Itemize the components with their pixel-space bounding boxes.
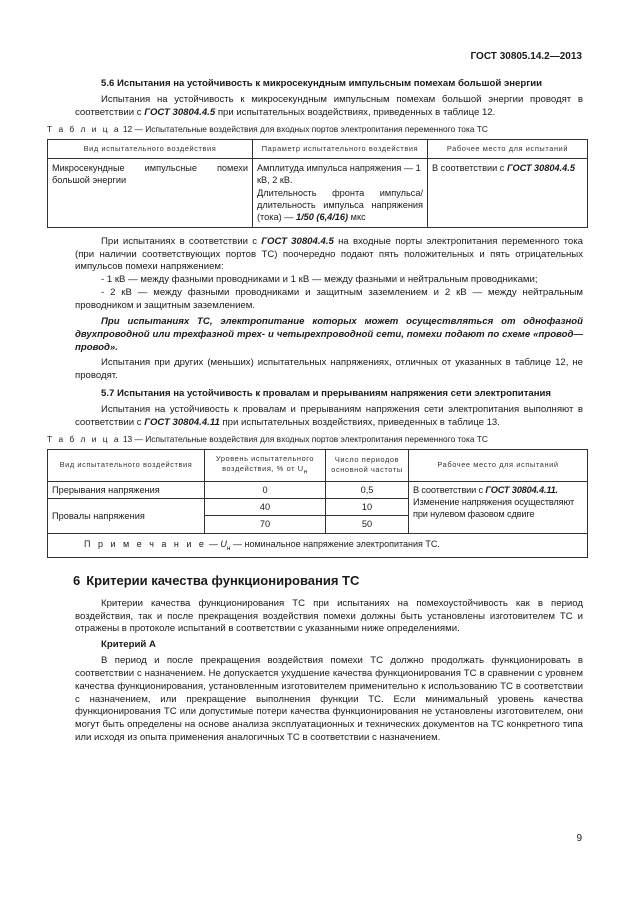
paragraph: В период и после прекращения воздействия помехи ТС должно продолжать функционировать в соответствии с назначением. Не допускается ухудшение качества функционирования ТС в сравнении с уровнем качества функционирования, установленным изготовителем применительно к использованию ТС в соответствии с назначением, или прекращение выполнения функции ТС. Если минимальный уровень качества функционирования ТС или допустимые потери качества функционирования не установлены изготовителем, они могут быть определены на основе анализа эксплуатационных и технических документов на ТС конкретного типа или исходя из опыта применения аналогичных ТС в соответствии с назначением.	[75, 655, 583, 744]
standard-reference: ГОСТ 30804.4.5	[261, 235, 334, 247]
section-5-6-title: 5.6 Испытания на устойчивость к микросекундным импульсным помехам большой энергии	[101, 78, 543, 89]
table-12	[47, 139, 588, 228]
table-cell: В соответствии с ГОСТ 30804.4.11. Изменение напряжения осуществляют при нулевом фазовом сдвиге	[409, 481, 588, 533]
table-cell: В соответствии с ГОСТ 30804.4.5	[428, 159, 588, 228]
table-cell: 50	[326, 516, 409, 533]
table-header-cell: Число периодов основной частоты	[326, 449, 409, 481]
table-header-cell: Рабочее место для испытаний	[428, 139, 588, 158]
table-cell: Прерывания напряжения	[48, 481, 205, 498]
paragraph: При испытаниях в соответствии с ГОСТ 30804.4.5 на входные порты электропитания переменного тока (при наличии соответствующих портов ТС) поочередно подают пять положительных и пять отрицательных импульсов помехи напряжением:	[75, 235, 583, 273]
standard-reference: ГОСТ 30804.4.5	[144, 106, 216, 118]
section-5-7-title: 5.7 Испытания на устойчивость к провалам и прерываниям напряжения сети электропитания	[101, 388, 552, 400]
table-row	[48, 159, 588, 228]
table-cell: Амплитуда импульса напряжения — 1 кВ, 2 кВ. Длительность фронта импульса/ длительность импульса напряжения (тока) — 1/50 (6,4/16) мкс	[253, 159, 428, 228]
table-cell: Микросекундные импульсные помехи большой энергии	[48, 159, 253, 228]
table-header-row	[48, 139, 588, 158]
page-number: 9	[576, 833, 582, 844]
table-cell: 70	[205, 516, 326, 533]
table-header-row	[48, 449, 588, 481]
table-header-cell: Вид испытательного воздействия	[48, 449, 205, 481]
table-header-cell: Параметр испытательного воздействия	[253, 139, 428, 158]
paragraph: Испытания при других (меньших) испытательных напряжениях, отличных от указанных в таблице 12, не проводят.	[75, 357, 583, 382]
section-5-7-paragraph: Испытания на устойчивость к провалам и прерываниям напряжения сети электропитания выполняют в соответствии с ГОСТ 30804.4.11 при испытательных воздействиях, приведенных в таблице 13.	[75, 403, 583, 428]
table-header-cell: Уровень испытательного воздействия, % от $U_н$	[205, 449, 326, 481]
table-cell: 40	[205, 499, 326, 516]
table-cell: 0	[205, 481, 326, 498]
table-cell: 10	[326, 499, 409, 516]
running-header: ГОСТ 30805.14.2—2013	[470, 51, 582, 62]
table-cell: 0,5	[326, 481, 409, 498]
page-content	[47, 78, 583, 745]
table-note: П р и м е ч а н и е — $U_н$ — номинальное напряжение электропитания ТС.	[48, 533, 588, 558]
paragraph-emphasis: При испытаниях ТС, электропитание которых может осуществляться от однофазной двухпроводной или трехфазной трех- и четырехпроводной сети, помехи подают по схеме «провод—провод».	[75, 315, 583, 353]
table-cell: Провалы напряжения	[48, 499, 205, 534]
standard-reference: ГОСТ 30804.4.11	[144, 416, 220, 428]
table-12-caption: Т а б л и ц а 12 — Испытательные воздействия для входных портов электропитания переменного тока ТС	[47, 123, 488, 134]
section-6-heading: 6 Критерии качества функционирования ТС	[73, 573, 360, 589]
table-row	[48, 481, 588, 498]
table-13-caption: Т а б л и ц а 13 — Испытательные воздействия для входных портов электропитания переменного тока ТС	[47, 433, 488, 444]
criterion-a-heading: Критерий А	[101, 639, 156, 651]
table-header-cell: Рабочее место для испытаний	[409, 449, 588, 481]
table-header-cell: Вид испытательного воздействия	[48, 139, 253, 158]
table-note-row	[48, 533, 588, 558]
section-5-6-paragraph: Испытания на устойчивость к микросекундным импульсным помехам большой энергии проводят в соответствии с ГОСТ 30804.4.5 при испытательных воздействиях, приведенных в таблице 12.	[75, 93, 583, 118]
list-item: - 2 кВ — между фазными проводниками и защитным заземлением и 2 кВ — между нейтральным проводником и защитным заземлением.	[75, 287, 583, 311]
table-13	[47, 449, 588, 558]
paragraph: Критерии качества функционирования ТС при испытаниях на помехоустойчивость как в период воздействия, так и после прекращения воздействия помехи должны быть установлены изготовителем ТС и отражены в протоколе испытаний в соответствии с указанными ниже определениями.	[75, 597, 583, 635]
list-item: - 1 кВ — между фазными проводниками и 1 кВ — между фазными и нейтральным проводниками;	[101, 274, 538, 286]
